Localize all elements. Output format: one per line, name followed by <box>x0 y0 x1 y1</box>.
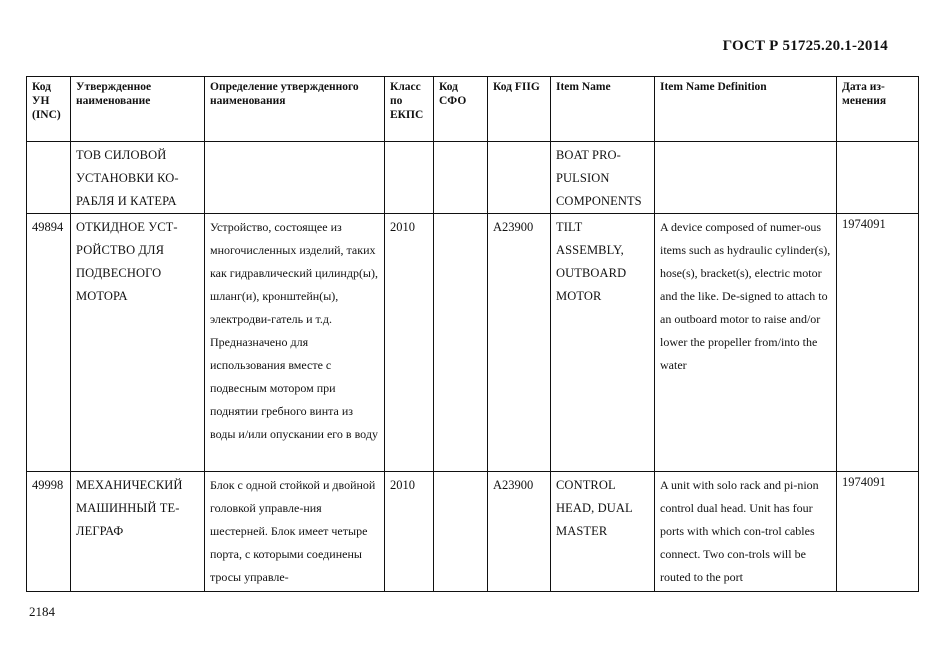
cell-inc <box>27 142 71 214</box>
classifier-table <box>26 76 919 592</box>
table-row <box>27 142 919 214</box>
cell-inc: 49998 <box>27 472 71 592</box>
cell-item-name: CONTROL HEAD, DUAL MASTER <box>551 472 655 592</box>
cell-fiig <box>488 142 551 214</box>
cell-definition: Устройство, состоящее из многочисленных изделий, таких как гидравлический цилиндр(ы), шланг(и), кронштейн(ы), электродви-гатель и т.д. Предназначено для использования вместе с подвесным мотором при поднятии гребного винта из воды и/или опускании его в воду <box>205 214 385 472</box>
cell-definition <box>205 142 385 214</box>
change-date-value: 1974091 <box>842 475 886 489</box>
cell-class: 2010 <box>385 214 434 472</box>
cell-change-date <box>837 214 919 472</box>
cell-item-name: TILT ASSEMBLY, OUTBOARD MOTOR <box>551 214 655 472</box>
table-row <box>27 214 919 472</box>
document-standard-id: ГОСТ Р 51725.20.1-2014 <box>722 38 888 54</box>
change-date-value: 1974091 <box>842 217 886 231</box>
col-header-definition: Определение утвержденного наименования <box>205 77 385 142</box>
cell-sfo <box>434 142 488 214</box>
table-row <box>27 472 919 592</box>
cell-definition: Блок с одной стойкой и двойной головкой управле-ния шестерней. Блок имеет четыре порта, с которыми соединены тросы управле- <box>205 472 385 592</box>
cell-approved-name: ОТКИДНОЕ УСТ-РОЙСТВО ДЛЯ ПОДВЕСНОГО МОТОРА <box>71 214 205 472</box>
col-header-item-name-definition: Item Name Definition <box>655 77 837 142</box>
cell-item-name-definition: A device composed of numer-ous items such as hydraulic cylinder(s), hose(s), bracket(s), electric motor and the like. De-signed to attach to an outboard motor to raise and/or lower the propeller from/into the water <box>655 214 837 472</box>
cell-fiig: A23900 <box>488 214 551 472</box>
col-header-fiig: Код FIIG <box>488 77 551 142</box>
col-header-class: Класс по ЕКПС <box>385 77 434 142</box>
col-header-change-date: Дата из-менения <box>837 77 919 142</box>
cell-approved-name: МЕХАНИЧЕСКИЙ МАШИННЫЙ ТЕ-ЛЕГРАФ <box>71 472 205 592</box>
change-date-value <box>842 144 914 145</box>
col-header-inc: Код УН (INC) <box>27 77 71 142</box>
cell-sfo <box>434 472 488 592</box>
cell-item-name-definition: A unit with solo rack and pi-nion control dual head. Unit has four ports with which con-trol cables connect. Two con-trols will be routed to the port <box>655 472 837 592</box>
cell-change-date <box>837 472 919 592</box>
cell-item-name: BOAT PRO-PULSION COMPONENTS <box>551 142 655 214</box>
cell-inc: 49894 <box>27 214 71 472</box>
cell-sfo <box>434 214 488 472</box>
col-header-item-name: Item Name <box>551 77 655 142</box>
page-number: 2184 <box>29 604 55 619</box>
cell-class <box>385 142 434 214</box>
cell-class: 2010 <box>385 472 434 592</box>
table-header-row <box>27 77 919 142</box>
cell-change-date <box>837 142 919 214</box>
col-header-approved-name: Утвержденное наименование <box>71 77 205 142</box>
cell-approved-name: ТОВ СИЛОВОЙ УСТАНОВКИ КО-РАБЛЯ И КАТЕРА <box>71 142 205 214</box>
col-header-sfo: Код СФО <box>434 77 488 142</box>
cell-fiig: A23900 <box>488 472 551 592</box>
cell-item-name-definition <box>655 142 837 214</box>
